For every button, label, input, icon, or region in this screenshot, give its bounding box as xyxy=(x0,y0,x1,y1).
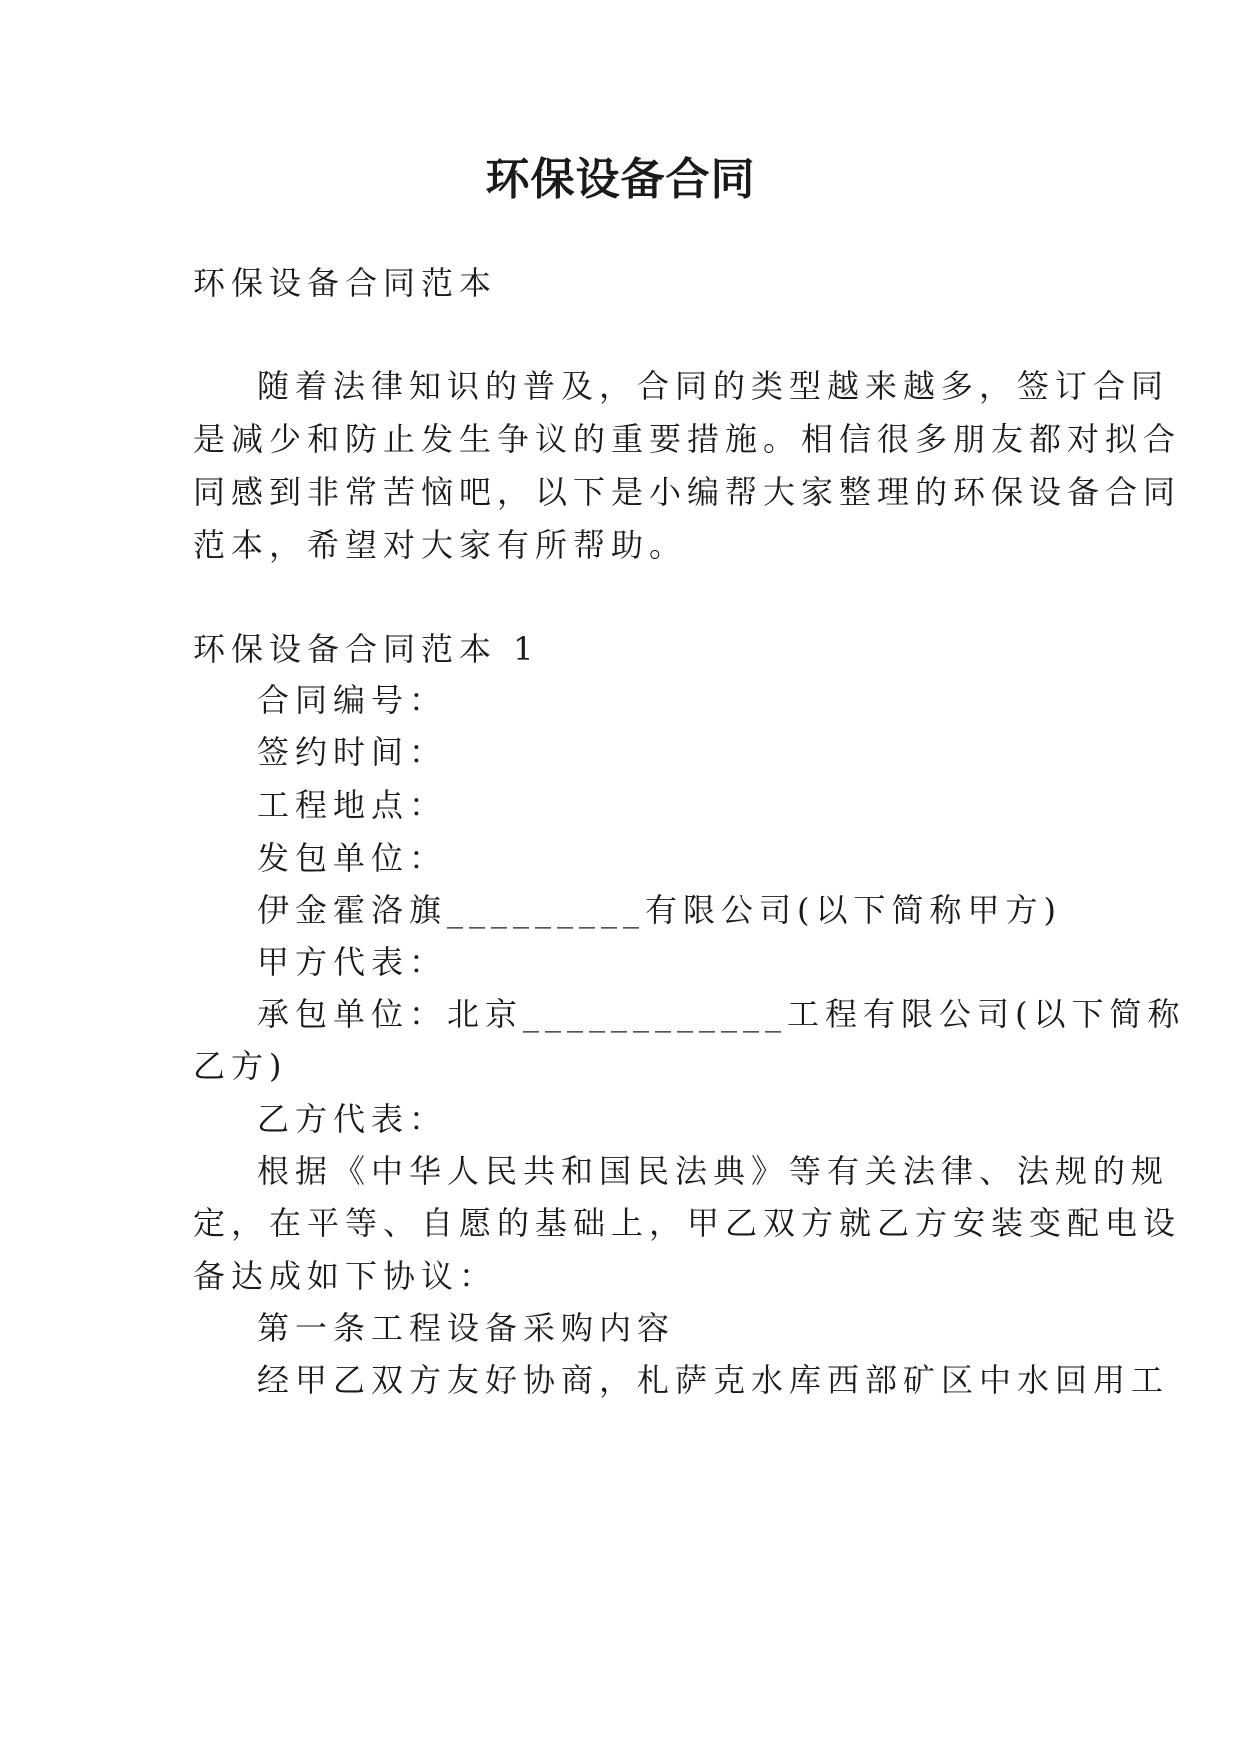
basis-line-3: 备达成如下协议： xyxy=(193,1257,498,1295)
contractor-line-2: 乙方) xyxy=(193,1047,288,1085)
sign-time-field: 签约时间： xyxy=(257,733,448,771)
party-a-representative: 甲方代表： xyxy=(257,943,448,981)
basis-line-2: 定，在平等、自愿的基础上，甲乙双方就乙方安装变配电设 xyxy=(193,1204,1182,1242)
intro-line-2: 是减少和防止发生争议的重要措施。相信很多朋友都对拟合 xyxy=(193,420,1182,458)
article-1-heading: 第一条工程设备采购内容 xyxy=(257,1309,676,1347)
section-heading: 环保设备合同范本 1 xyxy=(193,630,540,668)
project-location-field: 工程地点： xyxy=(257,786,448,824)
contract-number-field: 合同编号： xyxy=(257,681,448,719)
intro-line-1: 随着法律知识的普及，合同的类型越来越多，签订合同 xyxy=(257,367,1170,405)
party-b-representative: 乙方代表： xyxy=(257,1100,448,1138)
issuing-unit-field: 发包单位： xyxy=(257,839,448,877)
intro-line-4: 范本，希望对大家有所帮助。 xyxy=(193,526,688,564)
document-subtitle: 环保设备合同范本 xyxy=(193,264,498,302)
basis-line-1: 根据《中华人民共和国民法典》等有关法律、法规的规 xyxy=(257,1152,1170,1190)
party-a-company: 伊金霍洛旗_________有限公司(以下简称甲方) xyxy=(257,891,1062,929)
contractor-line-1: 承包单位：北京____________工程有限公司(以下简称 xyxy=(257,995,1186,1033)
document-title: 环保设备合同 xyxy=(485,154,756,205)
intro-line-3: 同感到非常苦恼吧，以下是小编帮大家整理的环保设备合同 xyxy=(193,473,1182,511)
article-1-text: 经甲乙双方友好协商，札萨克水库西部矿区中水回用工 xyxy=(257,1361,1170,1399)
